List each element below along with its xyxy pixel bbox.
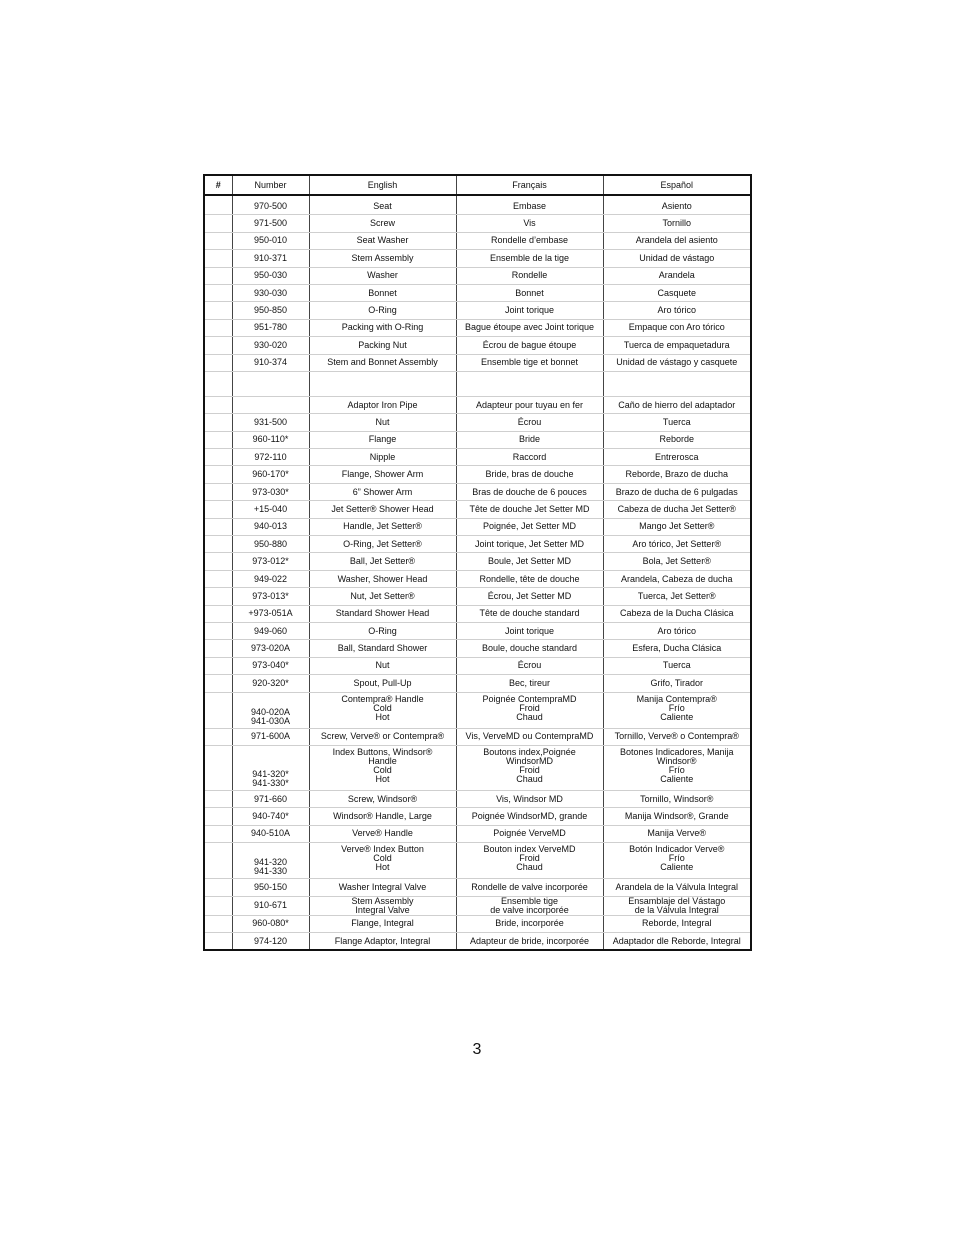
cell-hash	[204, 728, 232, 745]
cell-hash	[204, 466, 232, 483]
cell-hash	[204, 501, 232, 518]
cell-hash	[204, 319, 232, 336]
cell-part-number: 950-150	[232, 879, 309, 896]
cell-hash	[204, 232, 232, 249]
cell-part-number: 971-600A	[232, 728, 309, 745]
table-row	[204, 570, 751, 587]
page-number: 3	[472, 1041, 482, 1058]
table-row	[204, 588, 751, 605]
cell-spanish: Casquete	[603, 284, 751, 301]
cell-part-number: 973-030*	[232, 483, 309, 500]
cell-english: O-Ring	[309, 622, 456, 639]
cell-hash	[204, 302, 232, 319]
cell-part-number: 920-320*	[232, 675, 309, 692]
cell-part-number: 910-374	[232, 354, 309, 371]
cell-english: Flange, Shower Arm	[309, 466, 456, 483]
cell-english: Nipple	[309, 449, 456, 466]
cell-part-number: 973-013*	[232, 588, 309, 605]
cell-part-number: 949-060	[232, 622, 309, 639]
table-row	[204, 414, 751, 431]
cell-spanish: Arandela de la Válvula Integral	[603, 879, 751, 896]
cell-french: Rondelle de valve incorporée	[456, 879, 603, 896]
cell-english: Screw	[309, 215, 456, 232]
cell-spanish: Manija Windsor®, Grande	[603, 808, 751, 825]
table-row	[204, 843, 751, 879]
cell-spanish: Bola, Jet Setter®	[603, 553, 751, 570]
cell-french: Bonnet	[456, 284, 603, 301]
cell-french: Boule, douche standard	[456, 640, 603, 657]
table-row	[204, 371, 751, 396]
cell-hash	[204, 790, 232, 807]
table-row	[204, 657, 751, 674]
cell-part-number: 941-320* 941-330*	[232, 745, 309, 790]
cell-part-number: 940-013	[232, 518, 309, 535]
cell-english: Jet Setter® Shower Head	[309, 501, 456, 518]
cell-french: Tête de douche standard	[456, 605, 603, 622]
header-number: Number	[232, 175, 309, 195]
cell-spanish: Reborde, Brazo de ducha	[603, 466, 751, 483]
cell-english: Bonnet	[309, 284, 456, 301]
cell-english: Handle, Jet Setter®	[309, 518, 456, 535]
cell-french: Écrou, Jet Setter MD	[456, 588, 603, 605]
cell-english: Packing Nut	[309, 337, 456, 354]
cell-french: Tête de douche Jet Setter MD	[456, 501, 603, 518]
cell-french: Bride, incorporée	[456, 915, 603, 932]
cell-spanish: Tuerca	[603, 414, 751, 431]
cell-spanish: Aro tórico	[603, 302, 751, 319]
cell-english: Verve® Handle	[309, 825, 456, 842]
cell-hash	[204, 215, 232, 232]
table-row	[204, 790, 751, 807]
cell-hash	[204, 371, 232, 396]
cell-spanish: Tuerca de empaquetadura	[603, 337, 751, 354]
cell-hash	[204, 396, 232, 413]
cell-part-number: 971-660	[232, 790, 309, 807]
cell-english: Seat Washer	[309, 232, 456, 249]
cell-hash	[204, 267, 232, 284]
cell-english: Nut	[309, 414, 456, 431]
cell-hash	[204, 657, 232, 674]
cell-french: Bride	[456, 431, 603, 448]
cell-hash	[204, 932, 232, 950]
table-row	[204, 319, 751, 336]
cell-hash	[204, 622, 232, 639]
cell-part-number: 950-880	[232, 536, 309, 553]
cell-hash	[204, 483, 232, 500]
cell-english: Stem and Bonnet Assembly	[309, 354, 456, 371]
cell-hash	[204, 843, 232, 879]
table-row	[204, 728, 751, 745]
parts-table-body	[204, 195, 751, 950]
cell-french: Boutons index,Poignée WindsorMD Froid Chaud	[456, 745, 603, 790]
cell-french: Ensemble tige et bonnet	[456, 354, 603, 371]
cell-french: Rondelle d’embase	[456, 232, 603, 249]
table-row	[204, 501, 751, 518]
cell-english: Standard Shower Head	[309, 605, 456, 622]
table-row	[204, 675, 751, 692]
cell-spanish: Cabeza de ducha Jet Setter®	[603, 501, 751, 518]
cell-hash	[204, 337, 232, 354]
cell-english: Packing with O-Ring	[309, 319, 456, 336]
cell-english: Stem Assembly Integral Valve	[309, 896, 456, 915]
table-row	[204, 553, 751, 570]
header-spanish: Español	[603, 175, 751, 195]
table-row	[204, 195, 751, 215]
header-row	[204, 175, 751, 195]
table-row	[204, 466, 751, 483]
table-row	[204, 692, 751, 728]
cell-french: Vis, VerveMD ou ContempraMD	[456, 728, 603, 745]
cell-part-number: 950-010	[232, 232, 309, 249]
cell-french: Joint torique, Jet Setter MD	[456, 536, 603, 553]
cell-french: Adapteur pour tuyau en fer	[456, 396, 603, 413]
table-row	[204, 483, 751, 500]
cell-hash	[204, 449, 232, 466]
parts-table	[203, 174, 752, 951]
table-row	[204, 337, 751, 354]
cell-hash	[204, 431, 232, 448]
table-row	[204, 431, 751, 448]
cell-english: Washer Integral Valve	[309, 879, 456, 896]
cell-english: Ball, Jet Setter®	[309, 553, 456, 570]
cell-hash	[204, 414, 232, 431]
cell-english: Ball, Standard Shower	[309, 640, 456, 657]
cell-hash	[204, 588, 232, 605]
cell-hash	[204, 605, 232, 622]
cell-part-number: 931-500	[232, 414, 309, 431]
cell-english: Nut	[309, 657, 456, 674]
cell-english: Verve® Index Button Cold Hot	[309, 843, 456, 879]
cell-spanish: Arandela	[603, 267, 751, 284]
table-row	[204, 396, 751, 413]
cell-spanish: Mango Jet Setter®	[603, 518, 751, 535]
cell-french: Bride, bras de douche	[456, 466, 603, 483]
table-row	[204, 284, 751, 301]
cell-spanish: Adaptador dle Reborde, Integral	[603, 932, 751, 950]
cell-spanish: Manija Contempra® Frío Caliente	[603, 692, 751, 728]
cell-spanish: Caño de hierro del adaptador	[603, 396, 751, 413]
cell-french: Rondelle, tête de douche	[456, 570, 603, 587]
cell-french: Adapteur de bride, incorporée	[456, 932, 603, 950]
cell-spanish: Cabeza de la Ducha Clásica	[603, 605, 751, 622]
cell-hash	[204, 640, 232, 657]
table-row	[204, 808, 751, 825]
cell-english: Washer, Shower Head	[309, 570, 456, 587]
cell-part-number	[232, 396, 309, 413]
cell-hash	[204, 284, 232, 301]
cell-hash	[204, 825, 232, 842]
cell-french: Ensemble de la tige	[456, 250, 603, 267]
table-row	[204, 896, 751, 915]
cell-part-number: 974-120	[232, 932, 309, 950]
table-row	[204, 232, 751, 249]
cell-french: Poignée WindsorMD, grande	[456, 808, 603, 825]
cell-part-number: 910-371	[232, 250, 309, 267]
cell-spanish: Arandela, Cabeza de ducha	[603, 570, 751, 587]
cell-part-number: 951-780	[232, 319, 309, 336]
table-row	[204, 267, 751, 284]
cell-hash	[204, 354, 232, 371]
cell-spanish: Tornillo, Windsor®	[603, 790, 751, 807]
cell-french: Joint torique	[456, 302, 603, 319]
cell-english: Screw, Verve® or Contempra®	[309, 728, 456, 745]
cell-french: Bras de douche de 6 pouces	[456, 483, 603, 500]
cell-part-number: +973-051A	[232, 605, 309, 622]
cell-hash	[204, 915, 232, 932]
cell-hash	[204, 692, 232, 728]
cell-spanish: Arandela del asiento	[603, 232, 751, 249]
cell-part-number: 972-110	[232, 449, 309, 466]
cell-part-number: 973-012*	[232, 553, 309, 570]
cell-french: Écrou de bague étoupe	[456, 337, 603, 354]
cell-part-number: 910-671	[232, 896, 309, 915]
cell-english: Flange	[309, 431, 456, 448]
cell-french: Écrou	[456, 414, 603, 431]
cell-hash	[204, 570, 232, 587]
table-row	[204, 302, 751, 319]
cell-english: Nut, Jet Setter®	[309, 588, 456, 605]
cell-french: Poignée ContempraMD Froid Chaud	[456, 692, 603, 728]
cell-hash	[204, 518, 232, 535]
cell-spanish: Unidad de vástago	[603, 250, 751, 267]
cell-french: Raccord	[456, 449, 603, 466]
table-row	[204, 879, 751, 896]
cell-part-number: 940-740*	[232, 808, 309, 825]
cell-part-number: 940-020A 941-030A	[232, 692, 309, 728]
cell-hash	[204, 879, 232, 896]
cell-french: Embase	[456, 195, 603, 215]
cell-english: Screw, Windsor®	[309, 790, 456, 807]
cell-spanish: Reborde	[603, 431, 751, 448]
cell-hash	[204, 553, 232, 570]
cell-french: Poignée VerveMD	[456, 825, 603, 842]
cell-part-number: 973-040*	[232, 657, 309, 674]
header-french: Français	[456, 175, 603, 195]
cell-spanish: Tuerca, Jet Setter®	[603, 588, 751, 605]
table-row	[204, 605, 751, 622]
cell-part-number: 949-022	[232, 570, 309, 587]
cell-spanish: Manija Verve®	[603, 825, 751, 842]
table-row	[204, 622, 751, 639]
cell-english: O-Ring, Jet Setter®	[309, 536, 456, 553]
cell-part-number: 950-030	[232, 267, 309, 284]
cell-french: Bague étoupe avec Joint torique	[456, 319, 603, 336]
cell-english: Index Buttons, Windsor® Handle Cold Hot	[309, 745, 456, 790]
cell-part-number: 970-500	[232, 195, 309, 215]
cell-part-number: 973-020A	[232, 640, 309, 657]
cell-spanish: Brazo de ducha de 6 pulgadas	[603, 483, 751, 500]
cell-english: Washer	[309, 267, 456, 284]
cell-part-number: 940-510A	[232, 825, 309, 842]
parts-table-header	[204, 175, 751, 195]
cell-english: Flange Adaptor, Integral	[309, 932, 456, 950]
cell-spanish: Botones Indicadores, Manija Windsor® Frío Caliente	[603, 745, 751, 790]
cell-french: Écrou	[456, 657, 603, 674]
table-row	[204, 518, 751, 535]
cell-hash	[204, 536, 232, 553]
cell-english: O-Ring	[309, 302, 456, 319]
cell-french: Boule, Jet Setter MD	[456, 553, 603, 570]
cell-spanish: Unidad de vástago y casquete	[603, 354, 751, 371]
cell-french: Bouton index VerveMD Froid Chaud	[456, 843, 603, 879]
cell-spanish: Tornillo, Verve® o Contempra®	[603, 728, 751, 745]
cell-spanish: Esfera, Ducha Clásica	[603, 640, 751, 657]
cell-part-number: 960-080*	[232, 915, 309, 932]
header-english: English	[309, 175, 456, 195]
cell-english: Flange, Integral	[309, 915, 456, 932]
cell-part-number: 941-320 941-330	[232, 843, 309, 879]
cell-spanish: Asiento	[603, 195, 751, 215]
cell-french: Rondelle	[456, 267, 603, 284]
cell-part-number: 960-170*	[232, 466, 309, 483]
cell-spanish: Grifo, Tirador	[603, 675, 751, 692]
cell-spanish: Tornillo	[603, 215, 751, 232]
cell-hash	[204, 195, 232, 215]
cell-english: Contempra® Handle Cold Hot	[309, 692, 456, 728]
cell-spanish	[603, 371, 751, 396]
table-row	[204, 250, 751, 267]
cell-spanish: Tuerca	[603, 657, 751, 674]
cell-french: Ensemble tige de valve incorporée	[456, 896, 603, 915]
cell-part-number: +15-040	[232, 501, 309, 518]
cell-french: Vis	[456, 215, 603, 232]
table-row	[204, 354, 751, 371]
cell-part-number: 950-850	[232, 302, 309, 319]
cell-spanish: Aro tórico, Jet Setter®	[603, 536, 751, 553]
table-row	[204, 932, 751, 950]
cell-part-number: 971-500	[232, 215, 309, 232]
cell-french: Joint torique	[456, 622, 603, 639]
cell-spanish: Entrerosca	[603, 449, 751, 466]
cell-french	[456, 371, 603, 396]
cell-hash	[204, 675, 232, 692]
cell-hash	[204, 250, 232, 267]
cell-spanish: Botón Indicador Verve® Frío Caliente	[603, 843, 751, 879]
cell-french: Vis, Windsor MD	[456, 790, 603, 807]
cell-english: Adaptor Iron Pipe	[309, 396, 456, 413]
cell-hash	[204, 808, 232, 825]
table-row	[204, 915, 751, 932]
cell-english: Spout, Pull-Up	[309, 675, 456, 692]
cell-english: Windsor® Handle, Large	[309, 808, 456, 825]
cell-hash	[204, 896, 232, 915]
cell-english: Seat	[309, 195, 456, 215]
cell-spanish: Empaque con Aro tórico	[603, 319, 751, 336]
cell-part-number	[232, 371, 309, 396]
cell-english	[309, 371, 456, 396]
cell-part-number: 930-020	[232, 337, 309, 354]
cell-part-number: 930-030	[232, 284, 309, 301]
header-hash: #	[204, 175, 232, 195]
cell-english: Stem Assembly	[309, 250, 456, 267]
cell-spanish: Reborde, Integral	[603, 915, 751, 932]
table-row	[204, 215, 751, 232]
table-row	[204, 745, 751, 790]
table-row	[204, 536, 751, 553]
cell-part-number: 960-110*	[232, 431, 309, 448]
cell-hash	[204, 745, 232, 790]
table-row	[204, 640, 751, 657]
cell-spanish: Aro tórico	[603, 622, 751, 639]
cell-english: 6” Shower Arm	[309, 483, 456, 500]
cell-french: Poignée, Jet Setter MD	[456, 518, 603, 535]
cell-spanish: Ensamblaje del Vástago de la Válvula Integral	[603, 896, 751, 915]
table-row	[204, 825, 751, 842]
cell-french: Bec, tireur	[456, 675, 603, 692]
table-row	[204, 449, 751, 466]
